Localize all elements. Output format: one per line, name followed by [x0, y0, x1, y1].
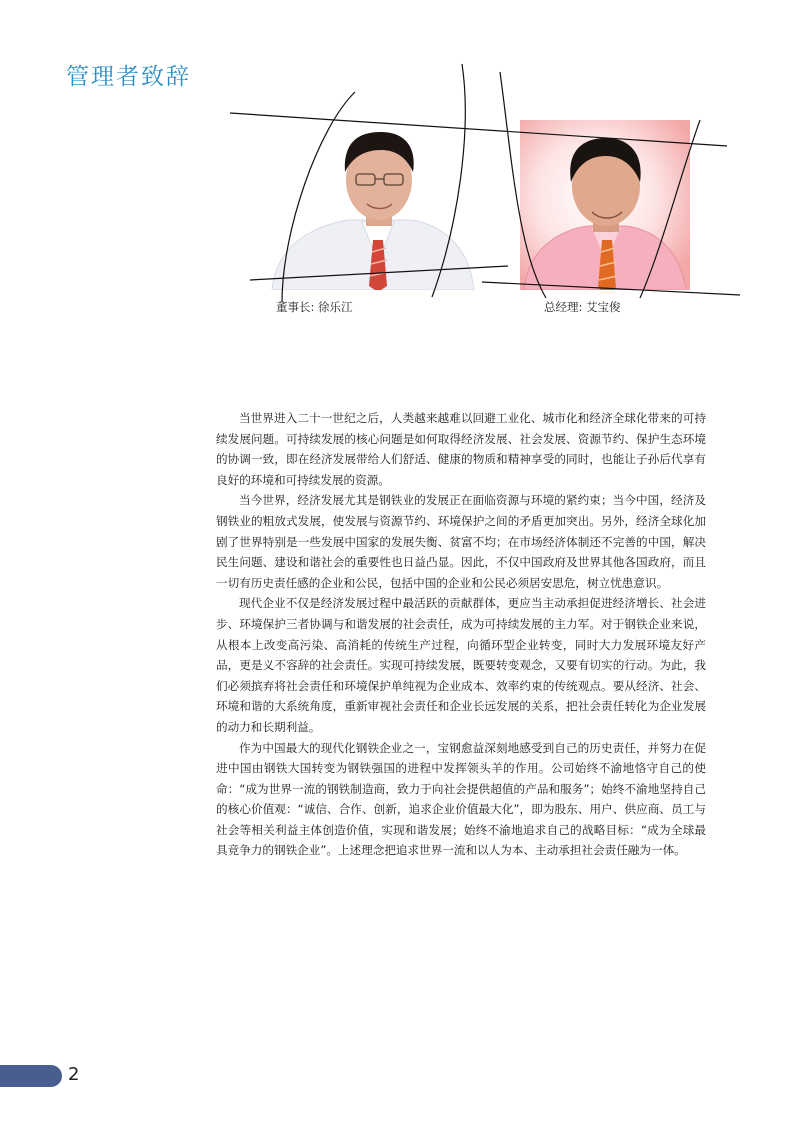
photo-composition — [0, 0, 793, 330]
page-number: 2 — [68, 1064, 80, 1085]
body-paragraph: 现代企业不仅是经济发展过程中最活跃的贡献群体，更应当主动承担促进经济增长、社会进步、环境保护三者协调与和谐发展的社会责任，成为可持续发展的主力军。对于钢铁企业来说，从根本上改变高污染、高消耗的传统生产过程，向循环型企业转变，同时大力发展环境友好产品，更是义不容辞的社会责任。实现可持续发展，既要转变观念，又要有切实的行动。为此，我们必须摈弃将社会责任和环境保护单纯视为企业成本、效率约束的传统观点。要从经济、社会、环境和谐的大系统角度，重新审视社会责任和企业长远发展的关系，把社会责任转化为企业发展的动力和长期利益。 — [216, 596, 706, 734]
page-title: 管理者致辞 — [66, 64, 191, 90]
president-photo — [520, 120, 690, 294]
president-caption: 总经理: 艾宝俊 — [544, 300, 621, 314]
executive-photos — [0, 0, 793, 330]
footer-tab — [0, 1065, 62, 1087]
letter-body — [216, 408, 706, 861]
chairman-caption: 董事长: 徐乐江 — [276, 300, 353, 314]
body-paragraph: 当今世界，经济发展尤其是钢铁业的发展正在面临资源与环境的紧约束；当今中国，经济及钢铁业的粗放式发展，使发展与资源节约、环境保护之间的矛盾更加突出。另外，经济全球化加剧了世界特别是一些发展中国家的发展失衡、贫富不均；在市场经济体制还不完善的中国，解决民生问题、建设和谐社会的重要性也日益凸显。因此，不仅中国政府及世界其他各国政府，而且一切有历史责任感的企业和公民，包括中国的企业和公民必须居安思危，树立忧患意识。 — [216, 493, 706, 590]
body-paragraph: 作为中国最大的现代化钢铁企业之一，宝钢愈益深刻地感受到自己的历史责任，并努力在促进中国由钢铁大国转变为钢铁强国的进程中发挥领头羊的作用。公司始终不渝地恪守自己的使命：“成为世界一流的钢铁制造商，致力于向社会提供超值的产品和服务”；始终不渝地坚持自己的核心价值观：“诚信、合作、创新，追求企业价值最大化”，即为股东、用户、供应商、员工与社会等相关利益主体创造价值，实现和谐发展；始终不渝地追求自己的战略目标：“成为全球最具竞争力的钢铁企业”。上述理念把追求世界一流和以人为本、主动承担社会责任融为一体。 — [216, 740, 706, 858]
body-paragraph: 当世界进入二十一世纪之后，人类越来越难以回避工业化、城市化和经济全球化带来的可持续发展问题。可持续发展的核心问题是如何取得经济发展、社会发展、资源节约、保护生态环境的协调一致，即在经济发展带给人们舒适、健康的物质和精神享受的同时，也能让子孙后代享有良好的环境和可持续发展的资源。 — [216, 411, 706, 487]
